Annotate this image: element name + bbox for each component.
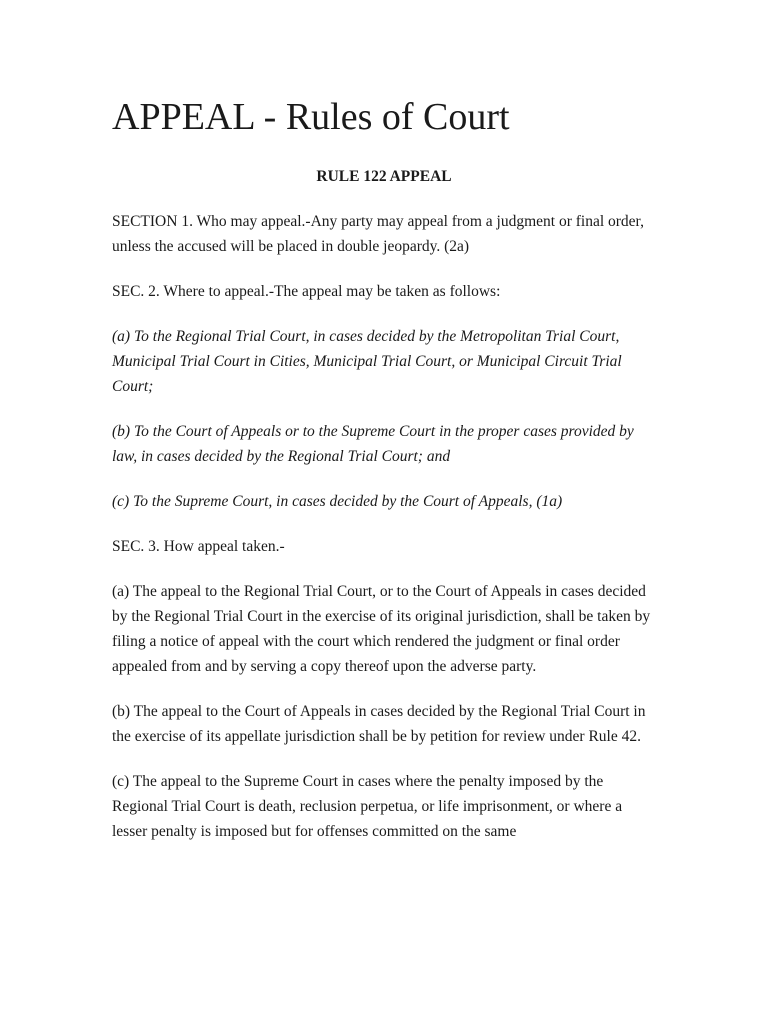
- paragraph-section-1: SECTION 1. Who may appeal.-Any party may appeal from a judgment or final order, unless the accused will be placed in double jeopardy. (2a): [112, 213, 644, 256]
- paragraph-section-3-b: (b) The appeal to the Court of Appeals in cases decided by the Regional Trial Court in the exercise of its appellate jurisdiction shall be by petition for review under Rule 42.: [112, 703, 646, 746]
- paragraph-section-3-c: (c) The appeal to the Supreme Court in cases where the penalty imposed by the Regional Trial Court is death, reclusion perpetua, or life imprisonment, or where a lesser penalty is imposed but for offenses committed on the same: [112, 773, 623, 841]
- paragraph-section-3: SEC. 3. How appeal taken.-: [112, 538, 285, 556]
- paragraph-section-2: SEC. 2. Where to appeal.-The appeal may be taken as follows:: [112, 283, 501, 301]
- document-title: APPEAL - Rules of Court: [112, 96, 510, 138]
- rule-heading: RULE 122 APPEAL: [316, 167, 452, 185]
- paragraph-section-2-a: (a) To the Regional Trial Court, in cases decided by the Metropolitan Trial Court, Municipal Trial Court in Cities, Municipal Trial Court, or Municipal Circuit Trial Court;: [112, 328, 622, 396]
- paragraph-section-2-c: (c) To the Supreme Court, in cases decided by the Court of Appeals, (1a): [112, 493, 563, 511]
- paragraph-section-3-a: (a) The appeal to the Regional Trial Court, or to the Court of Appeals in cases decided by the Regional Trial Court in the exercise of its original jurisdiction, shall be taken by filing a notice of appeal with the court which rendered the judgment or final order appealed from and by serving a copy thereof upon the adverse party.: [112, 583, 651, 676]
- paragraph-section-2-b: (b) To the Court of Appeals or to the Supreme Court in the proper cases provided by law, in cases decided by the Regional Trial Court; and: [112, 423, 634, 466]
